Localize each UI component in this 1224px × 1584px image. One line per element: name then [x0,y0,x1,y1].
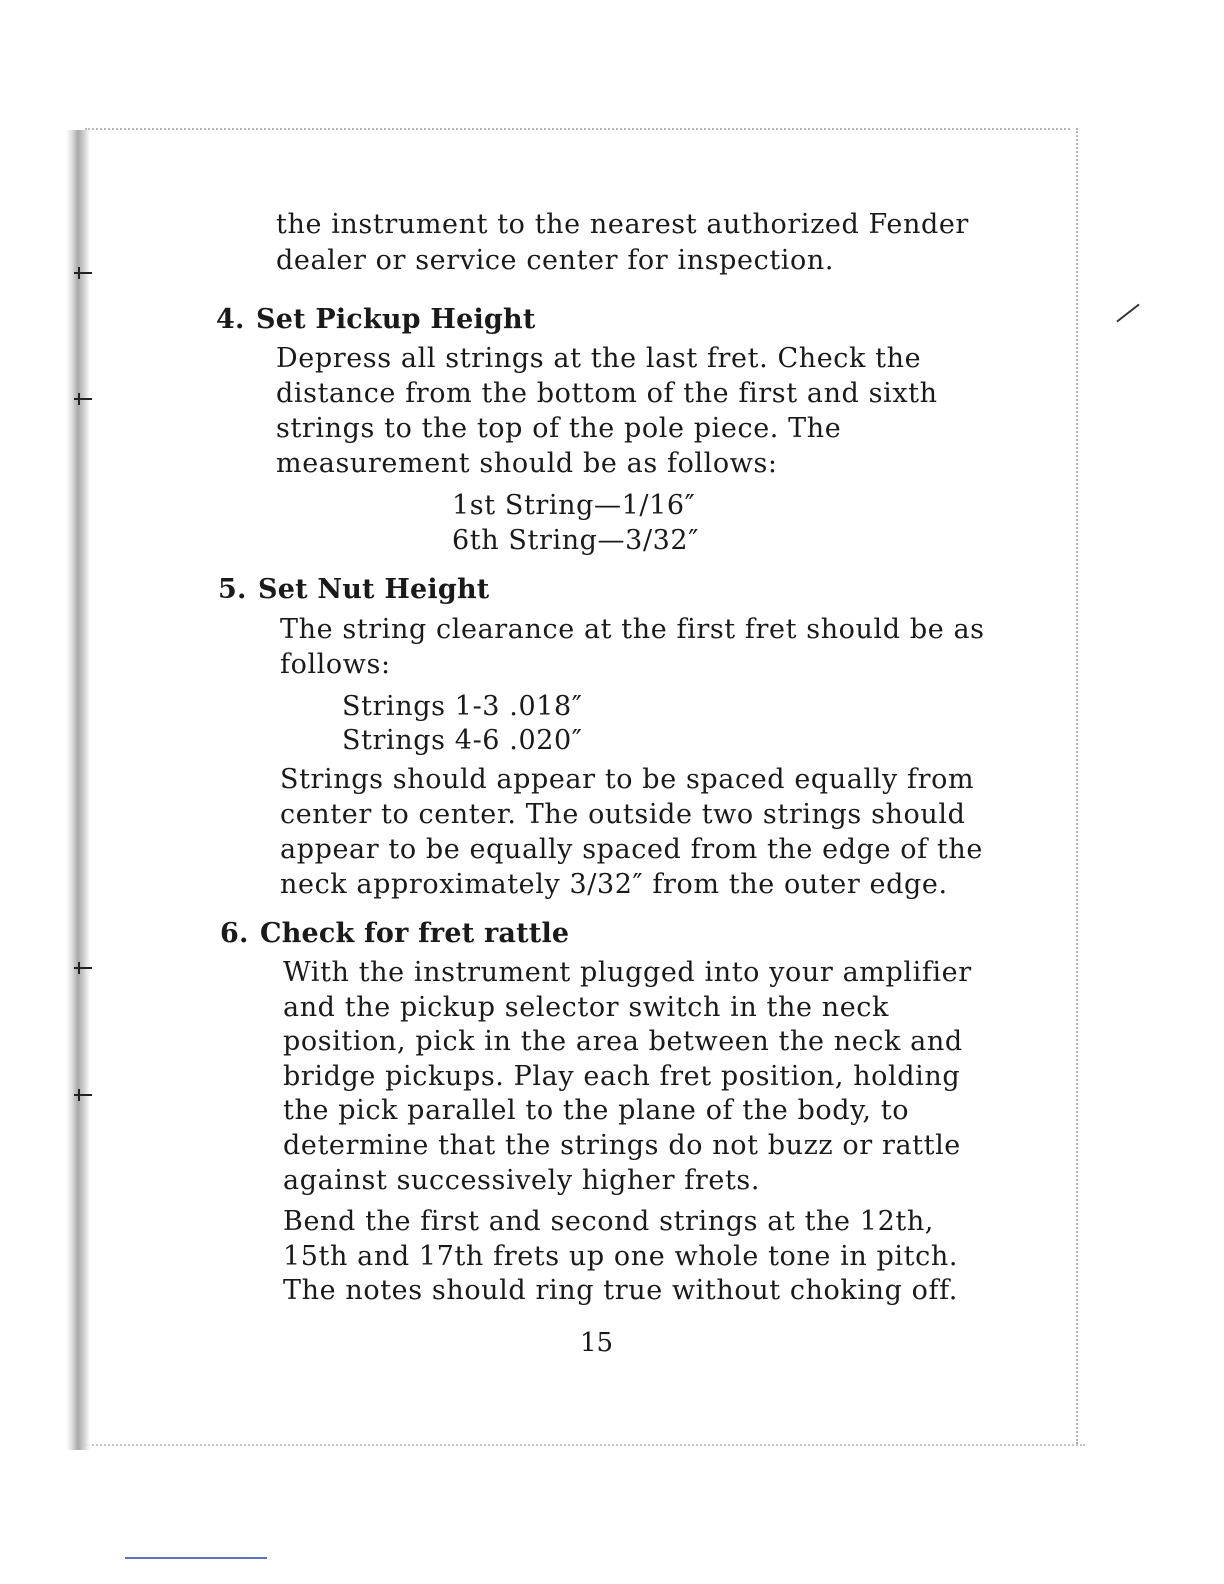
intro-line: the instrument to the nearest authorized Fender [276,209,969,240]
page-number: 15 [580,1328,614,1358]
section-heading-check-for-fret-rattle [220,917,569,951]
page-edge-top [85,128,1070,130]
paragraph-line: appear to be equally spaced from the edge of the [280,834,983,865]
binding-shadow [66,130,90,1450]
paragraph-line: The notes should ring true without choking off. [283,1275,958,1306]
page-edge-bottom [85,1444,1085,1446]
paragraph-line: Strings should appear to be spaced equally from [280,764,975,795]
paragraph-line: The string clearance at the first fret should be as [280,614,985,645]
paragraph-line: against successively higher frets. [283,1165,761,1196]
paragraph-line: Bend the first and second strings at the 12th, [283,1206,934,1237]
section-heading-set-nut-height [218,573,489,607]
spec-line: 6th String—3/32″ [452,525,699,556]
paragraph-line: center to center. The outside two strings should [280,799,966,830]
binding-staple-mark [74,1094,92,1096]
section-heading-set-pickup-height [216,303,536,337]
page-edge-right [1076,128,1078,1444]
paragraph-line: bridge pickups. Play each fret position, holding [283,1061,961,1092]
binding-staple-mark [74,967,92,969]
paragraph-line: position, pick in the area between the neck and [283,1026,963,1057]
section-title: Set Nut Height [258,574,490,605]
blue-underline-mark [125,1557,267,1559]
spec-line: 1st String—1/16″ [452,490,696,521]
intro-line: dealer or service center for inspection. [276,245,835,276]
paragraph-line: With the instrument plugged into your amplifier [283,957,972,988]
spec-line: Strings 1-3 .018″ [342,691,583,722]
paragraph-line: neck approximately 3/32″ from the outer edge. [280,869,948,900]
spec-line: Strings 4-6 .020″ [342,725,583,756]
section-title: Check for fret rattle [260,918,570,949]
stray-pen-mark [1116,304,1139,323]
paragraph-line: distance from the bottom of the first and sixth [276,378,938,409]
paragraph-line: measurement should be as follows: [276,448,778,479]
paragraph-line: and the pickup selector switch in the neck [283,992,889,1023]
section-number: 5. [218,574,247,605]
section-number: 4. [216,304,245,335]
binding-staple-mark [74,272,92,274]
section-title: Set Pickup Height [256,304,536,335]
paragraph-line: strings to the top of the pole piece. The [276,413,842,444]
paragraph-line: follows: [280,649,391,680]
paragraph-line: 15th and 17th frets up one whole tone in pitch. [283,1241,959,1272]
binding-staple-mark [74,398,92,400]
paragraph-line: determine that the strings do not buzz or rattle [283,1130,961,1161]
section-number: 6. [220,918,249,949]
paragraph-line: the pick parallel to the plane of the body, to [283,1095,910,1126]
paragraph-line: Depress all strings at the last fret. Check the [276,343,922,374]
